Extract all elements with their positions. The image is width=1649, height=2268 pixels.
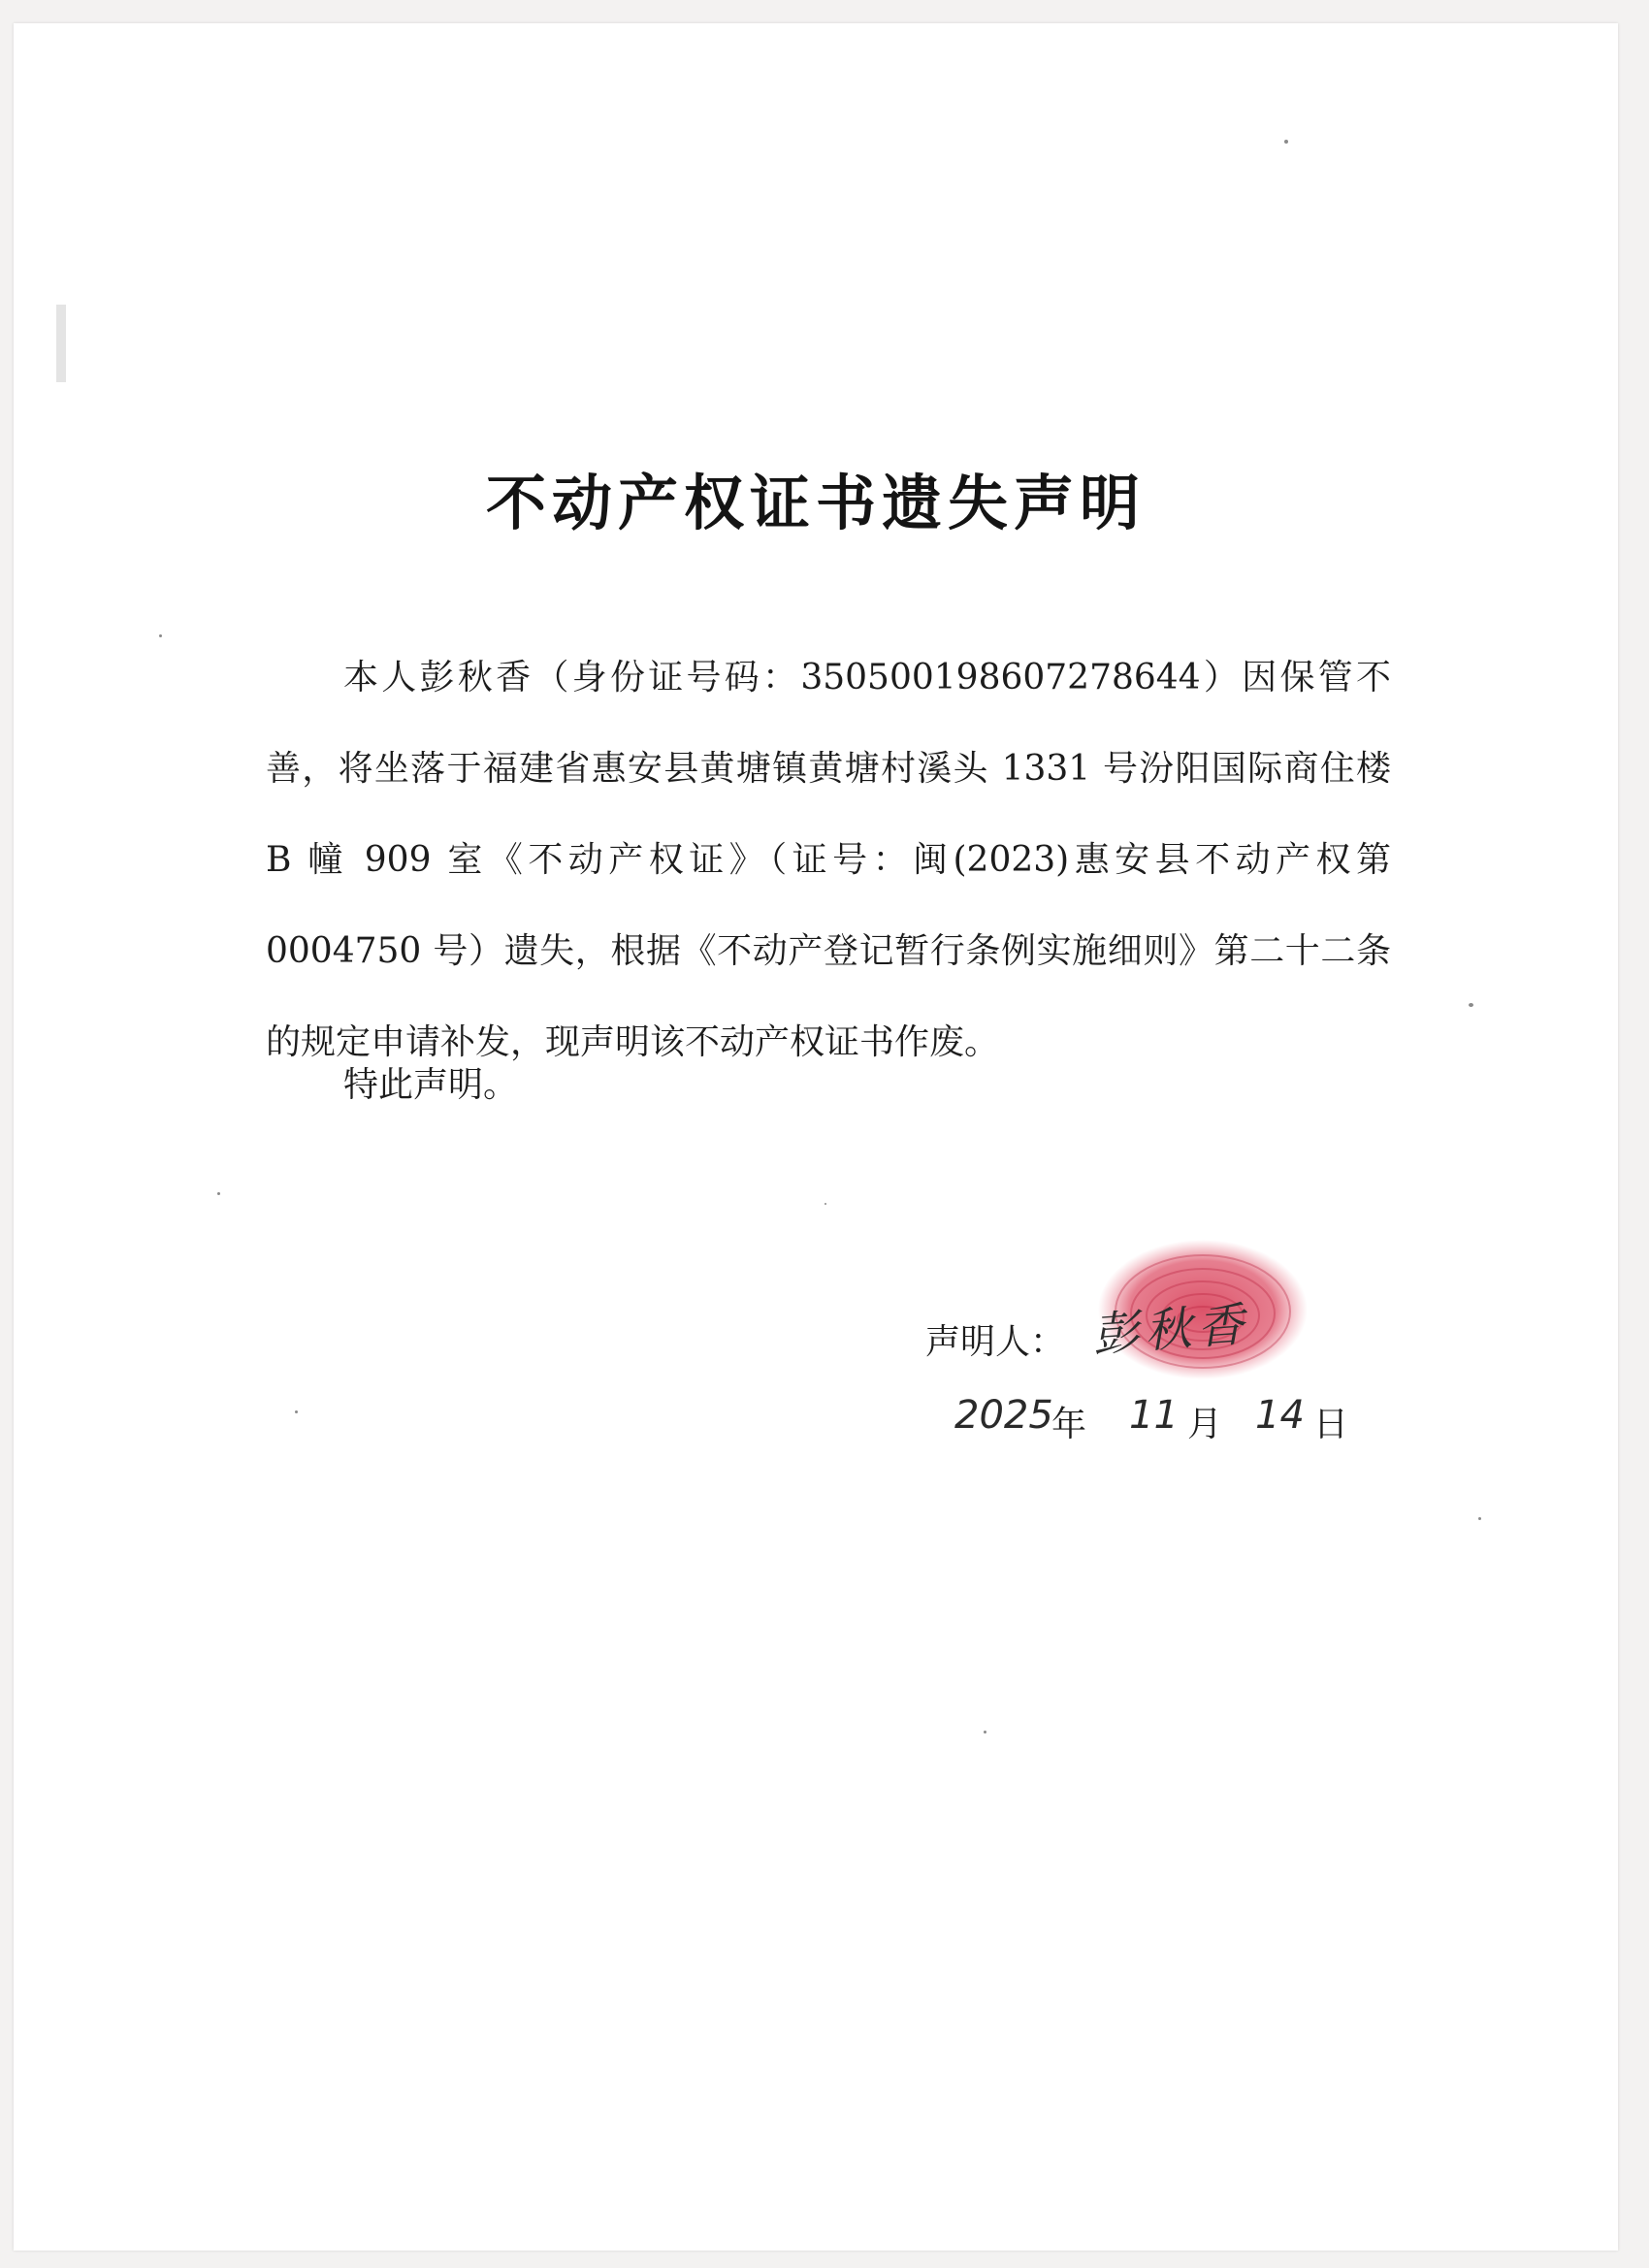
closing-statement: 特此声明。 bbox=[343, 1065, 519, 1105]
date-day-unit: 日 bbox=[1313, 1405, 1349, 1444]
scan-speck bbox=[1478, 1517, 1481, 1520]
handwritten-signature: 彭秋香 bbox=[1090, 1297, 1252, 1363]
date-year: 2025 bbox=[954, 1393, 1053, 1438]
scan-speck bbox=[1284, 140, 1288, 144]
date-day: 14 bbox=[1255, 1393, 1305, 1438]
scan-edge-mark bbox=[56, 305, 66, 382]
date-year-unit: 年 bbox=[1051, 1405, 1087, 1444]
scan-speck bbox=[217, 1192, 220, 1195]
declaration-body: 本人彭秋香（身份证号码：350500198607278644）因保管不善，将坐落于福建省惠安县黄塘镇黄塘村溪头 1331 号汾阳国际商住楼 B 幢 909 室《不动产权证》（证号：闽(2023)惠安县不动产权第 0004750 号）遗失，根据《不动产登记暂行条例实施细则》第二十二条的规定申请补发，现声明该不动产权证书作废。 bbox=[266, 658, 1391, 1062]
date-month-unit: 月 bbox=[1187, 1405, 1223, 1444]
declaration-date bbox=[954, 1393, 1410, 1461]
scan-speck bbox=[295, 1410, 298, 1413]
document-page bbox=[14, 23, 1618, 2251]
scan-speck bbox=[824, 1203, 826, 1205]
date-month: 11 bbox=[1129, 1393, 1179, 1438]
declarant-label: 声明人： bbox=[925, 1322, 1066, 1362]
scan-speck bbox=[1469, 1003, 1473, 1007]
document-title: 不动产权证书遗失声明 bbox=[485, 468, 1146, 538]
scan-speck bbox=[159, 634, 162, 637]
scan-speck bbox=[984, 1731, 986, 1733]
